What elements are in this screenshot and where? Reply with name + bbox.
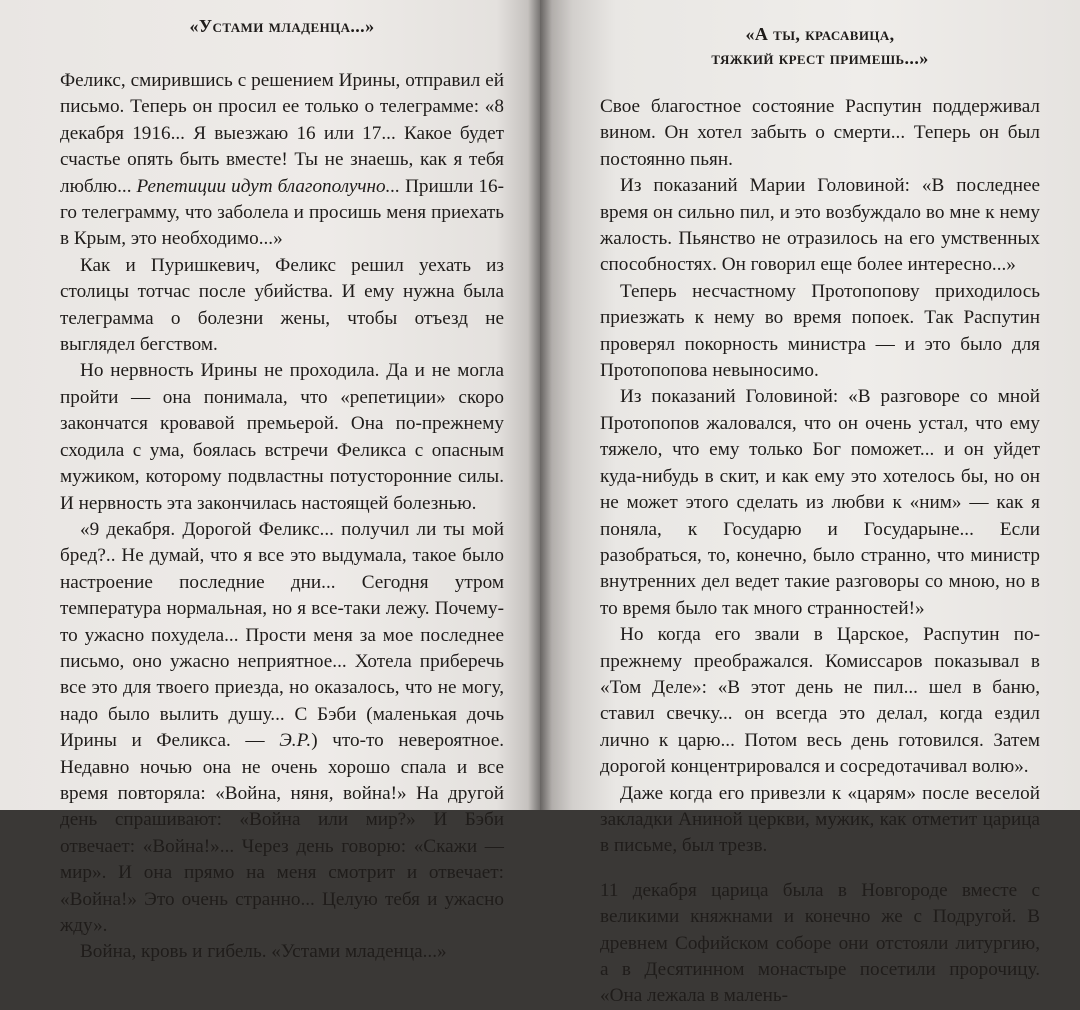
left-page-text [60,68,504,966]
right-paragraph-4: Из показаний Головиной: «В разговоре со мной Протопопов жаловался, что он очень устал, что ему тяжело, что ему только Бог поможет... и он уйдет куда-нибудь в скит, и как ему это хотелось бы, но он не может этого сделать из любви к «ним» — как я поняла, к Государю и Государыне... Если разобраться, то, конечно, было странно, что министр внутренних дел ведет такие разговоры со мною, но в то время было так много странностей!» [600,386,1040,619]
left-page [0,0,540,963]
left-paragraph-2: Как и Пуришкевич, Феликс решил уехать из столицы тотчас после убийства. И ему нужна была телеграмма о болезни жены, чтобы отъезд не выглядел бегством. [60,254,504,356]
left-paragraph-4 [60,517,504,940]
right-paragraph-3: Теперь несчастному Протопопову приходилось приезжать к нему во время попоек. Так Распутин проверял покорность министра — и это было для Протопопова невыносимо. [600,280,1040,382]
left-paragraph-1-text: Феликс, смирившись с решением Ирины, отправил ей письмо. Теперь он просил ее только о телеграмме: «8 декабря 1916... Я выезжаю 16 или 17... Какое будет счастье опять быть вместе! Ты не знаешь, как я тебя люблю... [60,70,504,197]
left-paragraph-3: Но нервность Ирины не проходила. Да и не могла пройти — она понимала, что «репетиции» скоро закончатся кровавой премьерой. Она по-прежнему сходила с ума, боялась встречи Феликса с опасным мужиком, которому подвластны потусторонние силы. И нервность эта закончилась настоящей болезнью. [60,360,504,514]
right-running-head-line-1: «А ты, красавица, [745,24,895,44]
right-page-text [600,94,1040,1010]
right-running-head-line-2: тяжкий крест примешь...» [711,48,929,68]
left-paragraph-4-text: «9 декабря. Дорогой Феликс... получил ли ты мой бред?.. Не думай, что я все это выдумала, такое было настроение последние дни... Сегодня утром температура нормальная, но я все-таки лежу. Почему-то ужасно похудела... Прости меня за мое последнее письмо, оно ужасно неприятное... Хотела приберечь все это для твоего приезда, но оказалось, что не могу, надо было вылить душу... С Бэби (маленькая дочь Ирины и Феликса. — [60,518,504,752]
right-paragraph-5: Но когда его звали в Царское, Распутин по-прежнему преображался. Комиссаров показывал в «Том Деле»: «В этот день не пил... шел в баню, ставил свечку... он всегда это делал, когда ездил лично к царю... Потом весь день готовился. Затем дорогой концентрировался и сосредотачивал волю». [600,624,1040,778]
right-paragraph-7: 11 декабря царица была в Новгороде вместе с великими княжнами и конечно же с Подругой. В древнем Софийском соборе они отстояли литургию, а в Десятинном монастыре посетили пророчицу. «Она лежала в малень- [600,879,1040,1007]
left-paragraph-4-tail: ) что-то невероятное. Недавно ночью она не очень хорошо спала и все время повторяла: «Война, няня, война!» На другой день спрашивают: «Война или мир?» И Бэби отвечает: «Война!»... Через день говорю: «Скажи — мир». И она прямо на меня смотрит и отвечает: «Война!» Это очень странно... Целую тебя и ужасно жду». [60,730,505,936]
right-paragraph-2: Из показаний Марии Головиной: «В последнее время он сильно пил, и это возбуждало во мне к нему жалость. Пьянство не отразилось на его умственных способностях. Он говорил еще более интересно...» [600,175,1040,276]
right-paragraph-1: Свое благостное состояние Распутин поддерживал вином. Он хотел забыть о смерти... Теперь он был постоянно пьян. [600,96,1040,170]
left-paragraph-4-italic: Э.Р. [279,730,312,752]
left-paragraph-1-italic: Репетиции идут благополучно... [136,175,401,197]
right-running-head [600,22,1040,70]
right-page [540,0,1080,1007]
left-running-head: «Устами младенца...» [189,16,375,36]
right-paragraph-6: Даже когда его привезли к «царям» после веселой закладки Аниной церкви, мужик, как отметит царица в письме, был трезв. [600,782,1040,857]
left-paragraph-1-tail: Пришли 16-го телеграмму, что заболела и просишь меня приехать в Крым, это необходимо...» [60,175,504,250]
left-paragraph-5: Война, кровь и гибель. «Устами младенца...» [80,941,447,963]
left-paragraph-1 [60,68,504,253]
